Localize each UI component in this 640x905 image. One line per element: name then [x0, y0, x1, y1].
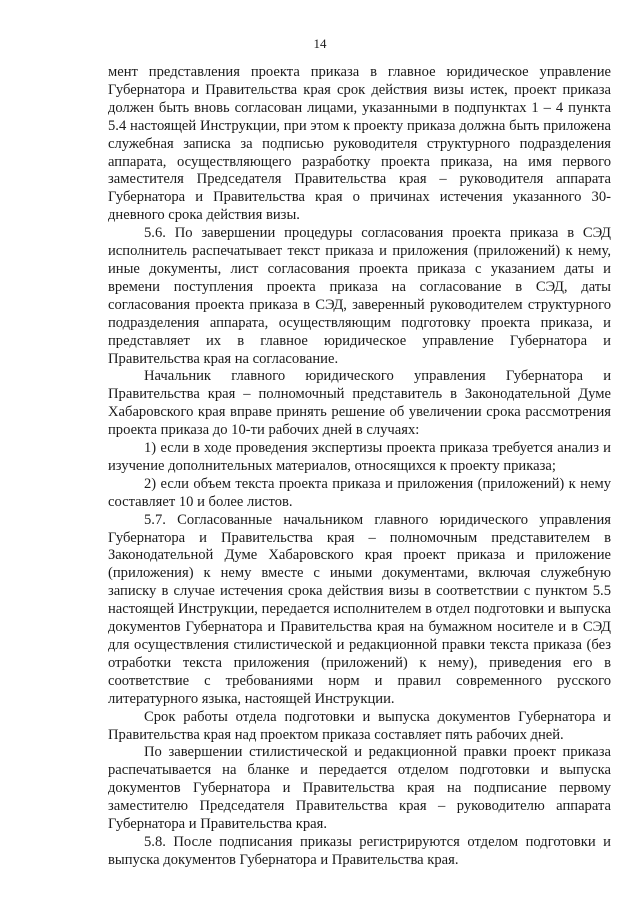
page-number: 14 [313, 36, 327, 51]
list-item-1: 1) если в ходе проведения экспертизы проекта приказа требуется анализ и изучение дополнительных материалов, относящихся к проекту приказа; [108, 440, 611, 474]
paragraph-work-period: Срок работы отдела подготовки и выпуска документов Губернатора и Правительства края над проектом приказа составляет пять рабочих дней. [108, 708, 611, 743]
paragraph-continuation: мент представления проекта приказа в главное юридическое управление Губернатора и Правительства края срок действия визы истек, проект приказа должен быть вновь согласован лицами, указанными в подпунктах 1 – 4 пункта 5.4 настоящей Инструкции, при этом к проекту приказа должна быть приложена служебная записка за подписью руководителя структурного подразделения аппарата, осуществляющего разработку проекта приказа, на имя первого заместителя Председателя Правительства края – руководителя аппарата Губернатора и Правительства края о причинах истечения указанного 30-дневного срока действия визы. [108, 64, 611, 224]
paragraph-5-6: 5.6. По завершении процедуры согласования проекта приказа в СЭД исполнитель распечатывает текст приказа и приложения (приложений) к нему, иные документы, лист согласования проекта приказа с указанием даты и времени поступления проекта приказа на согласование в СЭД, даты согласования проекта приказа в СЭД, заверенный руководителем структурного подразделения аппарата, осуществляющим подготовку проекта приказа, и представляет их в главное юридическое управление Губернатора и Правительства края на согласование. [108, 225, 611, 367]
paragraph-5-7: 5.7. Согласованные начальником главного юридического управления Губернатора и Правительства края – полномочным представителем в Законодательной Думе Хабаровского края проект приказа и приложение (приложения) к нему вместе с иными документами, включая служебную записку в случае истечения срока действия визы в соответствии с пунктом 5.5 настоящей Инструкции, передается исполнителем в отдел подготовки и выпуска документов Губернатора и Правительства края на бумажном носителе и в СЭД для осуществления стилистической и редакционной правки текста приказа (без отработки текста приложения (приложений) к нему), приведения его в соответствие с требованиями норм и правил современного русского литературного языка, настоящей Инструкции. [108, 511, 611, 707]
list-item-2: 2) если объем текста проекта приказа и приложения (приложений) к нему составляет 10 и более листов. [108, 475, 611, 510]
paragraph-after-editing: По завершении стилистической и редакционной правки проект приказа распечатывается на бланке и передается отделом подготовки и выпуска документов Губернатора и Правительства края на подписание первому заместителю Председателя Правительства края – руководителю аппарата Губернатора и Правительства края. [108, 744, 611, 833]
document-body [108, 64, 611, 870]
paragraph-5-8: 5.8. После подписания приказы регистрируются отделом подготовки и выпуска документов Губернатора и Правительства края. [108, 833, 611, 868]
paragraph-extension-right: Начальник главного юридического управления Губернатора и Правительства края – полномочный представитель в Законодательной Думе Хабаровского края вправе принять решение об увеличении срока рассмотрения проекта приказа до 10-ти рабочих дней в случаях: [108, 368, 611, 439]
